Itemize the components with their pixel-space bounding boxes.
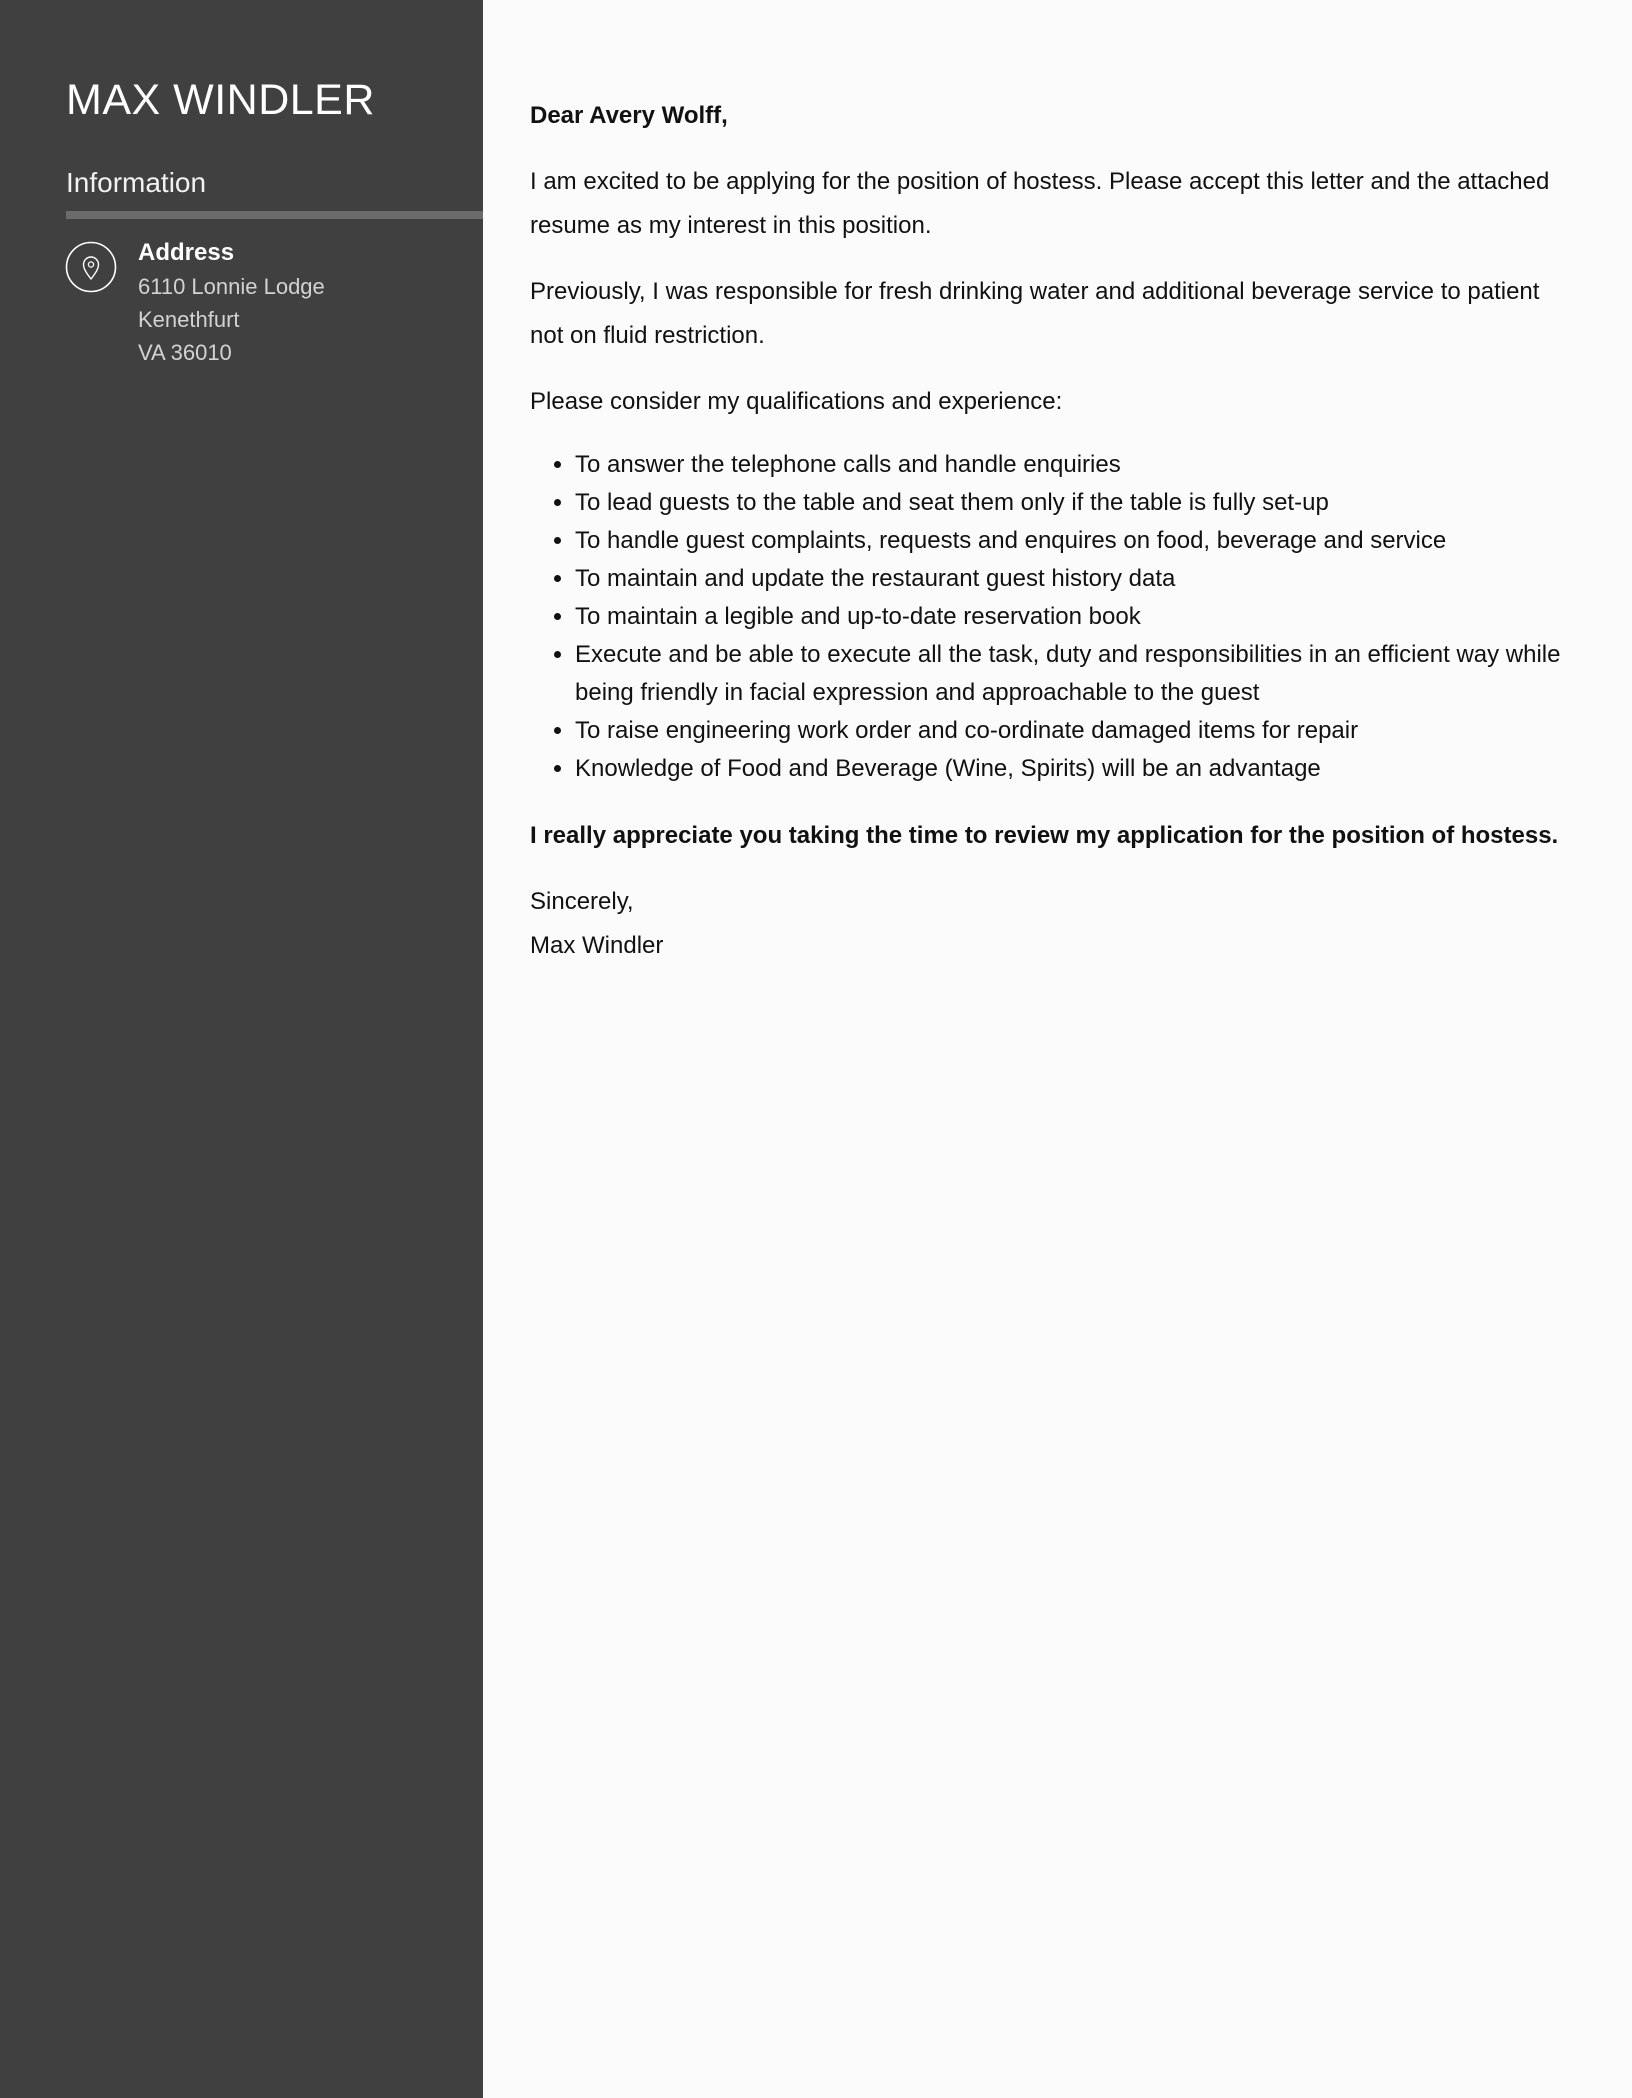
address-block bbox=[138, 236, 468, 369]
address-street: 6110 Lonnie Lodge bbox=[138, 274, 325, 299]
information-heading: Information bbox=[66, 167, 207, 198]
address-label: Address bbox=[138, 239, 235, 266]
qualification-item: • To raise engineering work order and co-ordinate damaged items for repair bbox=[575, 712, 1570, 750]
intro-paragraph: I am excited to be applying for the position of hostess. Please accept this letter and the attached resume as my interest in this position. bbox=[530, 168, 1550, 239]
qualifications-intro: Please consider my qualifications and experience: bbox=[530, 388, 1063, 415]
qualification-item: • Execute and be able to execute all the task, duty and responsibilities in an efficient way while being friendly in facial expression and approachable to the guest bbox=[575, 636, 1570, 712]
sidebar bbox=[0, 0, 483, 2098]
qualification-item: • Knowledge of Food and Beverage (Wine, Spirits) will be an advantage bbox=[575, 750, 1570, 788]
applicant-name: MAX WINDLER bbox=[66, 76, 375, 124]
letter-body bbox=[530, 94, 1570, 968]
sign-off-block bbox=[530, 880, 1570, 968]
qualifications-list bbox=[530, 446, 1570, 788]
section-divider bbox=[66, 211, 483, 219]
qualification-item: • To maintain a legible and up-to-date reservation book bbox=[575, 598, 1570, 636]
closing-statement: I really appreciate you taking the time to review my application for the position of hostess. bbox=[530, 822, 1559, 849]
qualification-item: • To answer the telephone calls and handle enquiries bbox=[575, 446, 1570, 484]
map-pin-icon bbox=[65, 241, 117, 293]
experience-paragraph: Previously, I was responsible for fresh drinking water and additional beverage service to patient not on fluid restriction. bbox=[530, 278, 1540, 349]
address-state-zip: VA 36010 bbox=[138, 340, 232, 365]
qualification-item: • To handle guest complaints, requests and enquires on food, beverage and service bbox=[575, 522, 1570, 560]
qualification-item: • To lead guests to the table and seat them only if the table is fully set-up bbox=[575, 484, 1570, 522]
signature: Max Windler bbox=[530, 932, 664, 959]
salutation: Dear Avery Wolff, bbox=[530, 102, 728, 129]
sign-off: Sincerely, bbox=[530, 888, 634, 915]
qualification-item: • To maintain and update the restaurant guest history data bbox=[575, 560, 1570, 598]
address-city: Kenethfurt bbox=[138, 307, 240, 332]
